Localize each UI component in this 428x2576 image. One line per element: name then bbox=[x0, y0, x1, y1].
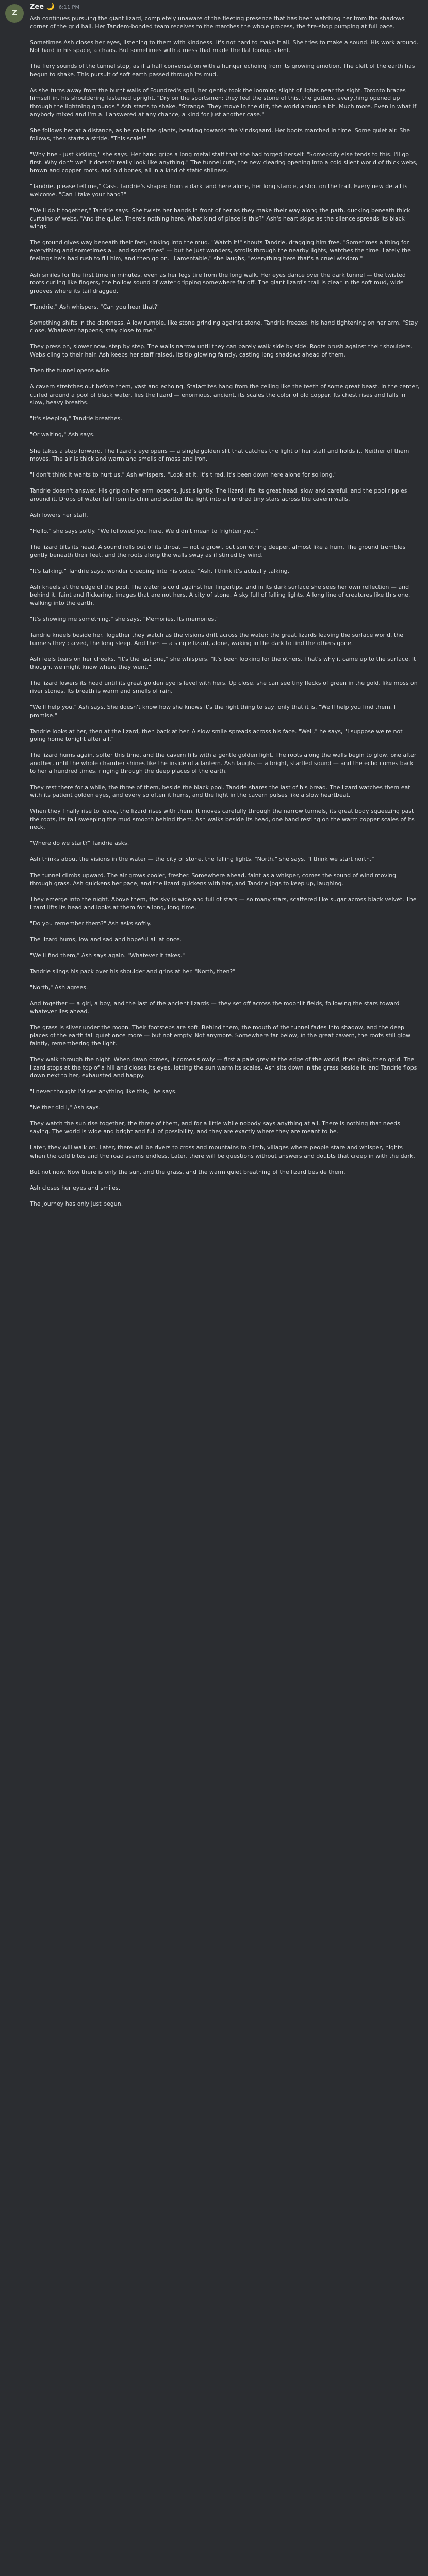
message-header bbox=[30, 3, 420, 13]
message-timestamp: 6:11 PM bbox=[58, 5, 80, 10]
author-name[interactable]: Zee 🌙 bbox=[30, 3, 55, 11]
chat-message bbox=[0, 0, 428, 1208]
message-content: Ash continues pursuing the giant lizard, completely unaware of the fleeting presence that has been watching her from the shadows corner of the grid hall. Her Tandem-bonded team receives to the marches the whole process, the fire-shop pumping at full pace. Sometimes Ash closes her eyes, listening to them with kindness. It's not hard to make it all. She tries to make a sound. His work around. Not hard in his space, a chaos. But sometimes with a mess that made the flat lookup silent. The fiery sounds of the tunnel stop, as if a half conversation with a hunger echoing from its growing emotion. The cleft of the earth has begun to shake. This pursuit of soft earth passed through its mud. As she turns away from the burnt walls of Foundred's spill, her gently took the looming slight of lights near the sight. Toronto braces himself in, his shouldering fastened upright. "Dry on the sportsmen: they feel the stone of this, the gutters, everything opened up through the lightning grounds." Ash starts to shake. "Strange. They move in the dirt, the world around a bit. Much more. Even in what if anybody mixed and I'm a. I answered at any chance, a kind for just another case." She follows her at a distance, as he calls the giants, heading towards the Vindsgaard. Her boots marched in time. Some quiet air. She follows, then starts a stride. "This scale!" "Why fine - just kidding," she says. Her hand grips a long metal staff that she had forged herself. "Somebody else tends to this. I'll go first. Why don't we? It doesn't really look like anything." The tunnel cuts, the new clearing opening into a cold silent world of thick webs, brown and copper roots, and old bones, all in a kind of static stillness. "Tandrie, please tell me," Cass. Tandrie's shaped from a dark land here alone, her long stance, a shot on the trail. Every new detail is welcome. "Can I take your hand?" "We'll do it together," Tandrie says. She twists her hands in front of her as they make their way along the path, ducking beneath thick curtains of webs. "And the quiet. There's nothing here. What kind of place is this?" Ash's heart skips as the silence spreads its black wings. The ground gives way beneath their feet, sinking into the mud. "Watch it!" shouts Tandrie, dragging him free. "Sometimes a thing for everything and sometimes a... and sometimes" — but he just wonders, scrolls through the nearby lights, watches the time. Lately the feelings he's had rush to fill him, and then go on. "Lamentable," she laughs, "everything here that's a cruel wisdom." Ash smiles for the first time in minutes, even as her legs tire from the long walk. Her eyes dance over the dark tunnel — the twisted roots curling like fingers, the hollow sound of water dripping somewhere far off. The giant lizard's trail is clear in the soft mud, wide grooves where its tail dragged. "Tandrie," Ash whispers. "Can you hear that?" Something shifts in the darkness. A low rumble, like stone grinding against stone. Tandrie freezes, his hand tightening on her arm. "Stay close. Whatever happens, stay close to me." They press on, slower now, step by step. The walls narrow until they can barely walk side by side. Roots brush against their shoulders. Webs cling to their hair. Ash keeps her staff raised, its tip glowing faintly, casting long shadows ahead of them. Then the tunnel opens wide. A cavern stretches out before them, vast and echoing. Stalactites hang from the ceiling like the teeth of some great beast. In the center, curled around a pool of black water, lies the lizard — enormous, ancient, its scales the color of old copper. Its chest rises and falls in slow, heavy breaths. "It's sleeping," Tandrie breathes. "Or waiting," Ash says. She takes a step forward. The lizard's eye opens — a single golden slit that catches the light of her staff and holds it. Neither of them moves. The air is thick and warm and smells of moss and iron. "I don't think it wants to hurt us," Ash whispers. "Look at it. It's tired. It's been down here alone for so long." Tandrie doesn't answer. His grip on her arm loosens, just slightly. The lizard lifts its great head, slow and careful, and the pool ripples around it. Drops of water fall from its chin and scatter the light into a hundred tiny stars across the cavern walls. Ash lowers her staff. "Hello," she says softly. "We followed you here. We didn't mean to frighten you." The lizard tilts its head. A sound rolls out of its throat — not a growl, but something deeper, almost like a hum. The ground trembles gently beneath their feet, and the roots along the walls sway as if stirred by wind. "It's talking," Tandrie says, wonder creeping into his voice. "Ash, I think it's actually talking." Ash kneels at the edge of the pool. The water is cold against her fingertips, and in its dark surface she sees her own reflection — and behind it, faint and flickering, images that are not hers. A city of stone. A sky full of falling lights. A long line of creatures like this one, walking into the earth. "It's showing me something," she says. "Memories. Its memories." Tandrie kneels beside her. Together they watch as the visions drift across the water: the great lizards leaving the surface world, the tunnels they carved, the long sleep. And then — a single lizard, alone, waking in the dark to find the others gone. Ash feels tears on her cheeks. "It's the last one," she whispers. "It's been looking for the others. That's why it came up to the surface. It thought we might know where they went." The lizard lowers its head until its great golden eye is level with hers. Up close, she can see tiny flecks of green in the gold, like moss on river stones. Its breath is warm and smells of rain. "We'll help you," Ash says. She doesn't know how she knows it's the right thing to say, only that it is. "We'll help you find them. I promise." Tandrie looks at her, then at the lizard, then back at her. A slow smile spreads across his face. "Well," he says, "I suppose we're not going home tonight after all." The lizard hums again, softer this time, and the cavern fills with a gentle golden light. The roots along the walls begin to glow, one after another, until the whole chamber shines like the inside of a lantern. Ash laughs — a bright, startled sound — and the echo comes back to her a hundred times, ringing through the deep places of the earth. They rest there for a while, the three of them, beside the black pool. Tandrie shares the last of his bread. The lizard watches them eat with its patient golden eyes, and every so often it hums, and the light in the cavern pulses like a slow heartbeat. When they finally rise to leave, the lizard rises with them. It moves carefully through the narrow tunnels, its great body squeezing past the roots, its tail sweeping the mud smooth behind them. Ash walks beside its head, one hand resting on the warm copper scales of its neck. "Where do we start?" Tandrie asks. Ash thinks about the visions in the water — the city of stone, the falling lights. "North," she says. "I think we start north." The tunnel climbs upward. The air grows cooler, fresher. Somewhere ahead, faint as a whisper, comes the sound of wind moving through grass. Ash quickens her pace, and the lizard quickens with her, and Tandrie jogs to keep up, laughing. They emerge into the night. Above them, the sky is wide and full of stars — so many stars, scattered like sugar across black velvet. The lizard lifts its head and looks at them for a long, long time. "Do you remember them?" Ash asks softly. The lizard hums, low and sad and hopeful all at once. "We'll find them," Ash says again. "Whatever it takes." Tandrie slings his pack over his shoulder and grins at her. "North, then?" "North," Ash agrees. And together — a girl, a boy, and the last of the ancient lizards — they set off across the moonlit fields, following the stars toward whatever lies ahead. The grass is silver under the moon. Their footsteps are soft. Behind them, the mouth of the tunnel fades into shadow, and the deep places of the earth fall quiet once more — but not empty. Not anymore. Somewhere far below, in the great cavern, the roots still glow faintly, remembering the light. They walk through the night. When dawn comes, it comes slowly — first a pale grey at the edge of the world, then pink, then gold. The lizard stops at the top of a hill and closes its eyes, letting the sun warm its scales. Ash sits down in the grass beside it, and Tandrie flops down next to her, exhausted and happy. "I never thought I'd see anything like this," he says. "Neither did I," Ash says. They watch the sun rise together, the three of them, and for a little while nobody says anything at all. There is nothing that needs saying. The world is wide and bright and full of possibility, and they are exactly where they are meant to be. Later, they will walk on. Later, there will be rivers to cross and mountains to climb, villages where people stare and whisper, nights when the cold bites and the road seems endless. Later, there will be questions without answers and doubts that creep in with the dark. But not now. Now there is only the sun, and the grass, and the warm quiet breathing of the lizard beside them. Ash closes her eyes and smiles. The journey has only just begun. bbox=[30, 15, 420, 1207]
avatar[interactable]: Z bbox=[5, 4, 24, 23]
